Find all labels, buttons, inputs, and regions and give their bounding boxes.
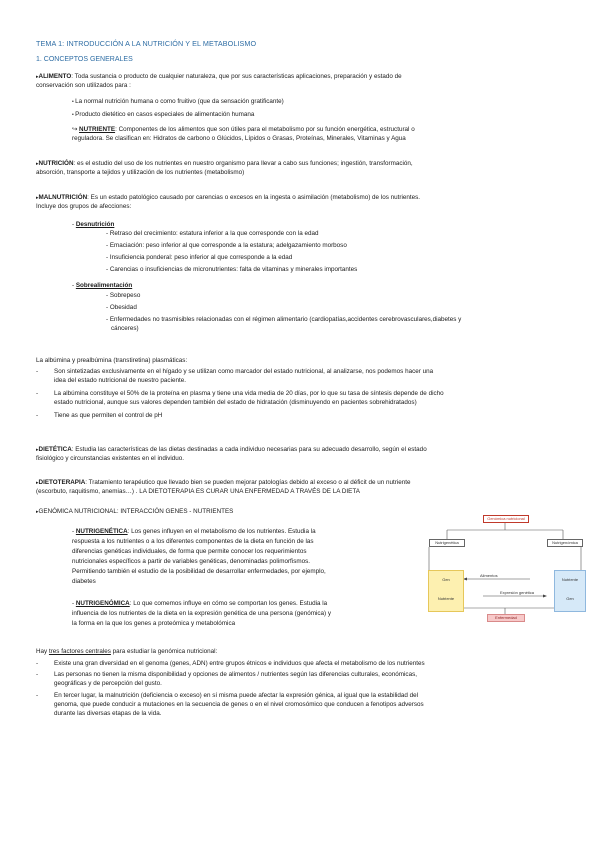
desnutricion-heading: - Desnutrición	[72, 221, 115, 228]
albumina-item: La albúmina constituye el 50% de la proteína en plasma y tiene una vida media de 20 días, por lo que su tasa de síntesis depende de dicho	[54, 390, 444, 397]
diagram-mid-top: Alimentos	[480, 573, 498, 578]
nutrigenetica-line: - NUTRIGENÉTICA: Los genes influyen en el metabolismo de los nutrientes. Estudia la	[72, 528, 316, 535]
return-arrow-icon: ↪	[72, 126, 78, 133]
sobrealimentacion-heading: - Sobrealimentación	[72, 282, 133, 289]
sobrealimentacion-item: - Obesidad	[106, 304, 137, 311]
alimento-bullet-1: • La normal nutrición humana o como fruitivo (que da sensación gratificante)	[72, 98, 284, 105]
diagram-top-box: Genómica nutricional	[483, 515, 529, 523]
nutricion-term: NUTRICIÓN	[38, 160, 74, 167]
nutrigenetica-term: NUTRIGENÉTICA	[75, 528, 128, 535]
nutrigenomica-line: influencia de los nutrientes de la dieta en la expresión genética de una persona (genómica) y	[72, 610, 332, 617]
genomica-diagram	[425, 513, 585, 625]
albumina-intro: La albúmina y prealbúmina (transtiretina) plasmáticas:	[36, 357, 188, 364]
factores-dash: -	[36, 660, 39, 667]
desnutricion-item: - Emaciación: peso inferior al que corresponde a la estatura; adelgazamiento morboso	[106, 242, 347, 249]
diagram-bottom-box: Enfermedad	[487, 614, 525, 622]
factores-item-cont: geográficas y de percepción del gusto.	[54, 680, 162, 687]
sobrealimentacion-item-cont: cánceres)	[111, 325, 139, 332]
desnutricion-item: - Insuficiencia ponderal: peso inferior al que corresponde a la edad	[106, 254, 293, 261]
alimento-bullet-2: • Producto dietético en casos especiales de alimentación humana	[72, 111, 255, 118]
factores-item-cont: genoma, que puede conducir a mutaciones en la secuencia de genes o en el nivel cromosómico que conducen a fenotipos adversos	[54, 701, 424, 708]
sobrealimentacion-item: - Sobrepeso	[106, 292, 141, 299]
malnutricion-term: MALNUTRICIÓN	[38, 194, 88, 201]
malnutricion-paragraph: ▸MALNUTRICIÓN: Es un estado patológico causado por carencias o excesos en la ingesta o asimilación (metabolismo) de los nutrientes.	[36, 194, 421, 201]
nutriente-term: NUTRIENTE	[79, 126, 116, 133]
albumina-item-cont: estado nutricional, aunque sus valores dependen también del estado de hidratación (disminuyendo en pacientes sobrehidratados)	[54, 399, 417, 406]
nutrigenetica-line: diferencias genéticas individuales, de forma que permite conocer los requerimientos	[72, 548, 307, 555]
diagram-left-label: Nutrigenética	[429, 539, 465, 547]
albumina-item: Son sintetizadas exclusivamente en el hígado y se utilizan como marcador del estado nutricional, al analizarse, nos podemos hacer una	[54, 368, 434, 375]
factores-item: Existe una gran diversidad en el genoma (genes, ADN) entre grupos étnicos e individuos que afecta el metabolismo de los nutrientes	[54, 660, 425, 667]
desnutricion-item: - Retraso del crecimiento: estatura inferior a la que corresponde con la edad	[106, 230, 319, 237]
alimento-term: ALIMENTO	[38, 73, 72, 80]
desnutricion-item: - Carencias o insuficiencias de micronutrientes: falta de vitaminas y minerales importantes	[106, 266, 358, 273]
dietoterapia-term: DIETOTERAPIA	[38, 479, 86, 486]
malnutricion-line2: Incluye dos grupos de afecciones:	[36, 203, 132, 210]
sobrealimentacion-item: - Enfermedades no trasmisibles relacionadas con el régimen alimentario (cardiopatías,accidentes cerebrovasculares,diabetes y	[106, 316, 462, 323]
albumina-item-cont: idea del estado nutricional de nuestro paciente.	[54, 377, 186, 384]
albumina-item: Tiene as que permiten el control de pH	[54, 412, 163, 419]
albumina-dash: -	[36, 390, 39, 397]
dietoterapia-paragraph: ▸DIETOTERAPIA: Tratamiento terapéutico que llevado bien se pueden mejorar patologías debido al exceso o al déficit de un nutriente	[36, 479, 411, 486]
factores-intro: Hay tres factores centrales para estudiar la genómica nutricional:	[36, 648, 218, 655]
nutrigenomica-line: - NUTRIGENÓMICA: Lo que comemos influye en cómo se comportan los genes. Estudia la	[72, 600, 328, 607]
dietetica-paragraph: ▸DIETÉTICA: Estudia las características de las dietas destinadas a cada individuo necesarias para su adecuado desarrollo, según el estado	[36, 446, 427, 453]
genomica-header: ▸GENÓMICA NUTRICIONAL: INTERACCIÓN GENES - NUTRIENTES	[36, 508, 234, 515]
alimento-paragraph: ▸ALIMENTO: Toda sustancia o producto de cualquier naturaleza, que por sus características aplicaciones, preparación y estado de	[36, 73, 402, 80]
section-heading: 1. CONCEPTOS GENERALES	[36, 56, 133, 63]
diagram-right-box: Nutriente Gen	[554, 570, 586, 612]
albumina-dash: -	[36, 368, 39, 375]
nutricion-paragraph: ▸NUTRICIÓN: es el estudio del uso de los nutrientes en nuestro organismo para llevar a cabo sus funciones; ingestión, transformación,	[36, 160, 413, 167]
nutriente-line2: reguladora. Se clasifican en: Hidratos de carbono o Glúcidos, Lípidos o Grasas, Proteínas, Minerales, Vitaminas y Agua	[72, 135, 406, 142]
nutrigenetica-line: nutricionales específicos a partir de variables genéticas, denominadas polimorfismos.	[72, 558, 311, 565]
albumina-dash: -	[36, 412, 39, 419]
alimento-line2: conservación son utilizados para :	[36, 82, 131, 89]
factores-item: En tercer lugar, la malnutrición (deficiencia o exceso) en sí misma puede afectar la expresión génica, al igual que la estabilidad del	[54, 692, 419, 699]
document-title: TEMA 1: INTRODUCCIÓN A LA NUTRICIÓN Y EL METABOLISMO	[36, 39, 257, 48]
factores-dash: -	[36, 692, 39, 699]
factores-item: Las personas no tienen la misma disponibilidad y opciones de alimentos / nutrientes según las diferencias culturales, económicas,	[54, 671, 417, 678]
nutrigenomica-line: la forma en la que los genes a proteómica y metabolómica	[72, 620, 236, 627]
nutrigenetica-line: diabetes	[72, 578, 96, 585]
dietetica-line2: fisiológico y circunstancias existentes en el individuo.	[36, 455, 185, 462]
diagram-right-label: Nutrigenómica	[547, 539, 583, 547]
nutrigenetica-line: respuesta a los nutrientes o a los diferentes componentes de la dieta en función de las	[72, 538, 314, 545]
factores-dash: -	[36, 671, 39, 678]
nutriente-paragraph: ↪ NUTRIENTE: Componentes de los alimentos que son útiles para el metabolismo por su función energética, estructural o	[72, 126, 415, 133]
dietoterapia-line2: (escorbuto, raquitismo, anemias…) . LA DIETOTERAPIA ES CURAR UNA ENFERMEDAD A TRAVÉS DE LA DIETA	[36, 488, 360, 495]
nutrigenomica-term: NUTRIGENÓMICA	[75, 600, 130, 607]
diagram-left-box: Gen Nutriente	[428, 570, 464, 612]
factores-item-cont: durante las diversas etapas de la vida.	[54, 710, 162, 717]
dietetica-term: DIETÉTICA	[38, 446, 72, 453]
diagram-mid-bottom: Expresión genética	[500, 590, 535, 595]
nutrigenetica-line: Permitiendo también el estudio de la posibilidad de desarrollar enfermedades, por ejemplo,	[72, 568, 326, 575]
nutricion-line2: absorción, transporte a tejidos y utilización de los nutrientes (metabolismo)	[36, 169, 245, 176]
